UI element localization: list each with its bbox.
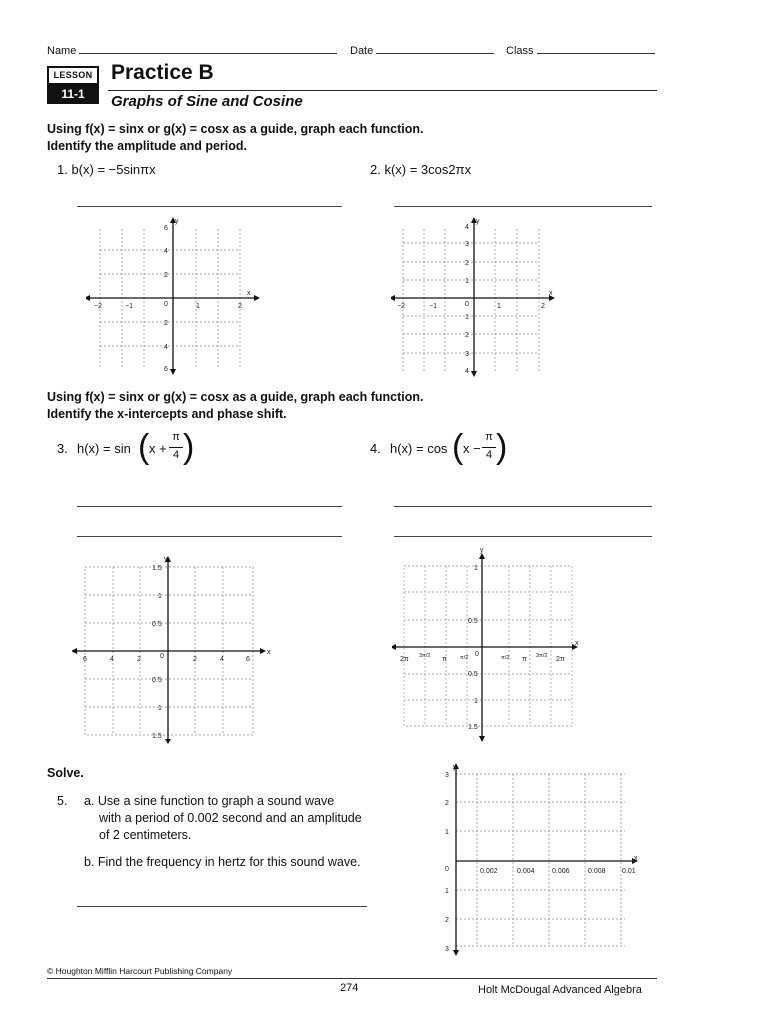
lesson-badge xyxy=(47,66,99,103)
y-tick: 1.5 xyxy=(152,733,162,740)
class-label: Class xyxy=(506,45,534,57)
x-tick: 6 xyxy=(246,656,250,663)
x-tick: 4 xyxy=(220,656,224,663)
fraction-num: π xyxy=(485,431,493,443)
x-tick: 2 xyxy=(541,303,545,310)
x-tick: 4 xyxy=(110,656,114,663)
date-field[interactable] xyxy=(350,43,494,57)
y-tick: 4 xyxy=(164,344,168,351)
y-tick: 1 xyxy=(445,888,449,895)
footer-rule xyxy=(47,978,657,979)
y-tick: 4 xyxy=(164,248,168,255)
problem-func: h(x) = cos xyxy=(390,441,448,456)
problem-inner: x − xyxy=(463,441,481,456)
problem-1: 1. b(x) = −5sinπx xyxy=(57,162,156,177)
y-tick: 1 xyxy=(474,698,478,705)
y-tick: 2 xyxy=(465,260,469,267)
name-field[interactable] xyxy=(47,43,337,57)
x-tick: 0.008 xyxy=(588,868,606,875)
section1-instructions xyxy=(47,121,423,155)
y-tick: 6 xyxy=(164,225,168,232)
y-tick: 3 xyxy=(465,351,469,358)
copyright: © Houghton Mifflin Harcourt Publishing Company xyxy=(47,966,233,976)
instruction-line: Using f(x) = sinx or g(x) = cosx as a guide, graph each function. xyxy=(47,122,424,136)
x-tick: 0 xyxy=(160,653,164,660)
x-tick: π xyxy=(442,656,447,663)
y-tick: 0.5 xyxy=(468,671,478,678)
y-tick: 1 xyxy=(474,565,478,572)
graph-3[interactable] xyxy=(72,554,277,744)
answer-line-1[interactable] xyxy=(77,206,342,207)
y-tick: 6 xyxy=(164,366,168,373)
lesson-number: 11-1 xyxy=(47,85,99,104)
y-axis-label: y xyxy=(175,218,179,225)
y-tick: 0 xyxy=(445,866,449,873)
x-tick: 0 xyxy=(164,301,168,308)
part-a-line: with a period of 0.002 second and an amplitude xyxy=(99,811,362,825)
x-tick: 2π xyxy=(556,656,565,663)
y-axis-label: y xyxy=(453,764,457,771)
y-tick: 2 xyxy=(445,917,449,924)
x-tick: 2 xyxy=(137,656,141,663)
answer-line-3b[interactable] xyxy=(77,536,342,537)
x-tick: π/2 xyxy=(501,655,510,661)
y-tick: 2 xyxy=(164,320,168,327)
answer-line-2[interactable] xyxy=(394,206,652,207)
problem-inner: x + xyxy=(149,441,167,456)
x-tick: −1 xyxy=(429,303,437,310)
y-tick: 4 xyxy=(465,224,469,231)
part-a-line: of 2 centimeters. xyxy=(99,828,192,842)
x-axis-label: x xyxy=(267,649,271,656)
right-paren: ) xyxy=(183,428,195,466)
answer-line-5[interactable] xyxy=(77,906,367,907)
x-tick: 0.004 xyxy=(517,868,535,875)
y-tick: 0.5 xyxy=(152,621,162,628)
x-tick: 3π/2 xyxy=(419,653,431,659)
x-tick: 0.01 xyxy=(622,868,636,875)
x-tick: 0.002 xyxy=(480,868,498,875)
x-tick: 2π xyxy=(400,656,409,663)
x-tick: 0 xyxy=(465,301,469,308)
part-a-line: a. Use a sine function to graph a sound wave xyxy=(84,794,335,808)
y-tick: 2 xyxy=(445,800,449,807)
y-tick: 1 xyxy=(465,278,469,285)
problem-number: 4. xyxy=(370,441,381,456)
graph-2[interactable] xyxy=(391,215,561,378)
x-tick: 3π/2 xyxy=(536,653,548,659)
fraction-bar xyxy=(482,447,496,448)
y-tick: 3 xyxy=(445,946,449,953)
y-tick: 0.5 xyxy=(468,618,478,625)
y-tick: 0.5 xyxy=(152,677,162,684)
fraction-den: 4 xyxy=(485,449,493,461)
date-label: Date xyxy=(350,45,374,57)
y-tick: 3 xyxy=(465,241,469,248)
fraction-den: 4 xyxy=(172,449,180,461)
right-paren: ) xyxy=(496,428,508,466)
problem-5-number: 5. xyxy=(57,794,68,808)
x-tick: 2 xyxy=(238,303,242,310)
section2-instructions xyxy=(47,389,423,423)
answer-line-4a[interactable] xyxy=(394,506,652,507)
y-tick: 2 xyxy=(465,332,469,339)
fraction-num: π xyxy=(172,431,180,443)
y-tick: 1 xyxy=(158,593,162,600)
answer-line-3a[interactable] xyxy=(77,506,342,507)
x-tick: 0 xyxy=(475,651,479,658)
problem-func: h(x) = sin xyxy=(77,441,131,456)
y-axis-label: y xyxy=(164,556,168,563)
name-label: Name xyxy=(47,45,77,57)
y-tick: 1 xyxy=(445,829,449,836)
left-paren: ( xyxy=(138,428,150,466)
problem-5a xyxy=(84,793,414,844)
y-tick: 2 xyxy=(164,272,168,279)
x-axis-label: x xyxy=(247,290,251,297)
y-tick: 1.5 xyxy=(468,724,478,731)
x-tick: 6 xyxy=(83,656,87,663)
x-tick: 2 xyxy=(193,656,197,663)
page-number: 274 xyxy=(340,982,359,994)
graph-1[interactable] xyxy=(86,215,266,375)
fraction-bar xyxy=(169,447,183,448)
instruction-line: Identify the amplitude and period. xyxy=(47,139,248,153)
x-axis-label: x xyxy=(634,855,638,862)
instruction-line: Identify the x-intercepts and phase shift. xyxy=(47,407,287,421)
problem-5b: b. Find the frequency in hertz for this sound wave. xyxy=(84,855,361,869)
x-tick: 0.006 xyxy=(552,868,570,875)
y-tick: 4 xyxy=(465,368,469,375)
y-tick: 1 xyxy=(158,705,162,712)
graph-4[interactable] xyxy=(392,546,582,743)
graph-5[interactable] xyxy=(440,760,650,960)
x-tick: 1 xyxy=(196,303,200,310)
page-title: Practice B xyxy=(111,61,214,84)
problem-2: 2. k(x) = 3cos2πx xyxy=(370,162,472,177)
x-tick: π/2 xyxy=(460,655,469,661)
left-paren: ( xyxy=(452,428,464,466)
x-axis-label: x xyxy=(549,290,553,297)
x-axis-label: x xyxy=(575,640,579,647)
book-title: Holt McDougal Advanced Algebra xyxy=(478,984,642,996)
instruction-line: Using f(x) = sinx or g(x) = cosx as a guide, graph each function. xyxy=(47,390,424,404)
y-tick: 3 xyxy=(445,772,449,779)
x-tick: 1 xyxy=(497,303,501,310)
page-subtitle: Graphs of Sine and Cosine xyxy=(111,93,303,110)
y-axis-label: y xyxy=(476,218,480,225)
x-tick: −2 xyxy=(94,303,102,310)
x-tick: π xyxy=(522,656,527,663)
problem-number: 3. xyxy=(57,441,68,456)
answer-line-4b[interactable] xyxy=(394,536,652,537)
x-tick: −1 xyxy=(125,303,133,310)
solve-heading: Solve. xyxy=(47,766,84,780)
title-rule xyxy=(108,90,657,91)
lesson-label: LESSON xyxy=(47,66,99,85)
y-axis-label: y xyxy=(480,547,484,554)
x-tick: −2 xyxy=(397,303,405,310)
class-field[interactable] xyxy=(506,43,655,57)
y-tick: 1 xyxy=(465,314,469,321)
y-tick: 1.5 xyxy=(152,565,162,572)
